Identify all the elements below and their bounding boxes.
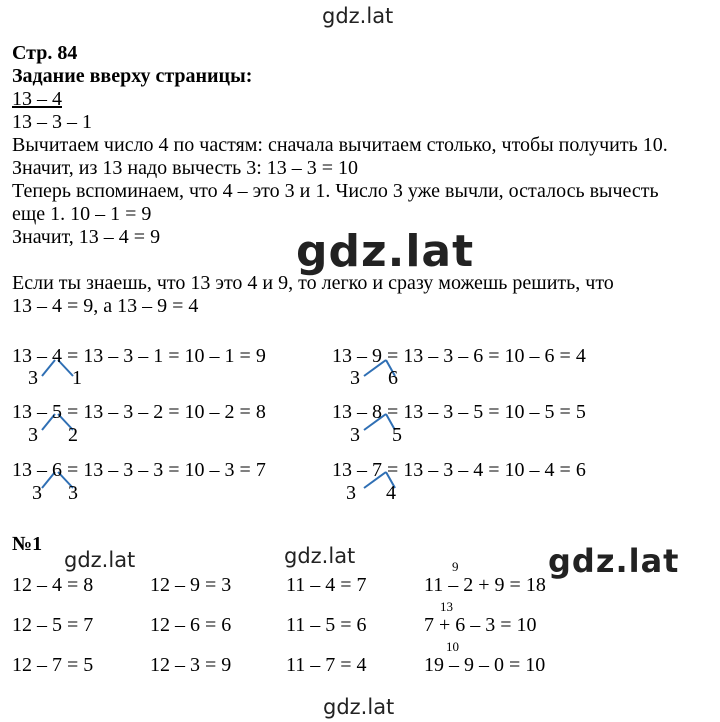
intro-line-3: Теперь вспоминаем, что 4 – это 3 и 1. Число 3 уже вычли, осталось вычесть	[12, 180, 659, 202]
split-part: 4	[386, 482, 396, 504]
decomposition-expression: 13 – 7 = 13 – 3 – 4 = 10 – 4 = 6	[332, 459, 586, 481]
watermark-mid-center: gdz.lat	[284, 544, 356, 568]
task1-row: 12 – 3 = 9	[150, 654, 232, 676]
task1-row: 12 – 9 = 3	[150, 574, 232, 596]
task1-row: 11 – 7 = 4	[286, 654, 367, 676]
task1-row: 12 – 5 = 7	[12, 614, 94, 636]
task1-row: 19 – 9 – 0 = 10	[424, 654, 546, 676]
split-part: 3	[68, 482, 78, 504]
split-part: 3	[350, 424, 360, 446]
task1-row: 7 + 6 – 3 = 10	[424, 614, 537, 636]
intro-line-2: Значит, из 13 надо вычесть 3: 13 – 3 = 10	[12, 157, 359, 179]
decomposition-expression: 13 – 5 = 13 – 3 – 2 = 10 – 2 = 8	[12, 401, 266, 423]
watermark-center: gdz.lat	[296, 226, 475, 277]
watermark-bottom: gdz.lat	[323, 695, 395, 719]
split-part: 3	[350, 367, 360, 389]
split-part: 3	[32, 482, 42, 504]
decomposition-expression: 13 – 8 = 13 – 3 – 5 = 10 – 5 = 5	[332, 401, 586, 423]
split-part: 6	[388, 367, 398, 389]
task1-row: 12 – 4 = 8	[12, 574, 94, 596]
intro-line-7: 13 – 4 = 9, а 13 – 9 = 4	[12, 295, 199, 317]
task-heading: Задание вверху страницы:	[12, 65, 253, 87]
split-part: 1	[72, 367, 82, 389]
intermediate-result: 13	[440, 599, 453, 614]
page-number: Стр. 84	[12, 42, 78, 64]
intermediate-result: 9	[452, 559, 459, 574]
watermark-right: gdz.lat	[548, 542, 680, 580]
split-part: 2	[68, 424, 78, 446]
watermark-mid-left: gdz.lat	[64, 548, 136, 572]
intro-line-6: Если ты знаешь, что 13 это 4 и 9, то легко и сразу можешь решить, что	[12, 272, 614, 294]
intro-split-expression: 13 – 3 – 1	[12, 111, 92, 133]
decomposition-expression: 13 – 4 = 13 – 3 – 1 = 10 – 1 = 9	[12, 345, 266, 367]
decomposition-expression: 13 – 9 = 13 – 3 – 6 = 10 – 6 = 4	[332, 345, 586, 367]
watermark-top: gdz.lat	[322, 4, 394, 28]
split-part: 3	[346, 482, 356, 504]
split-part: 5	[392, 424, 402, 446]
task1-row: 11 – 5 = 6	[286, 614, 367, 636]
split-part: 3	[28, 424, 38, 446]
task1-row: 11 – 4 = 7	[286, 574, 367, 596]
task1-row: 12 – 6 = 6	[150, 614, 232, 636]
decomposition-expression: 13 – 6 = 13 – 3 – 3 = 10 – 3 = 7	[12, 459, 266, 481]
intro-line-4: еще 1. 10 – 1 = 9	[12, 203, 152, 225]
intermediate-result: 10	[446, 639, 459, 654]
task1-row: 12 – 7 = 5	[12, 654, 94, 676]
split-part: 3	[28, 367, 38, 389]
intro-line-5: Значит, 13 – 4 = 9	[12, 226, 161, 248]
task1-row: 11 – 2 + 9 = 18	[424, 574, 546, 596]
intro-expression: 13 – 4	[12, 88, 62, 110]
intro-line-1: Вычитаем число 4 по частям: сначала вычитаем столько, чтобы получить 10.	[12, 134, 668, 156]
task1-title: №1	[12, 533, 43, 555]
